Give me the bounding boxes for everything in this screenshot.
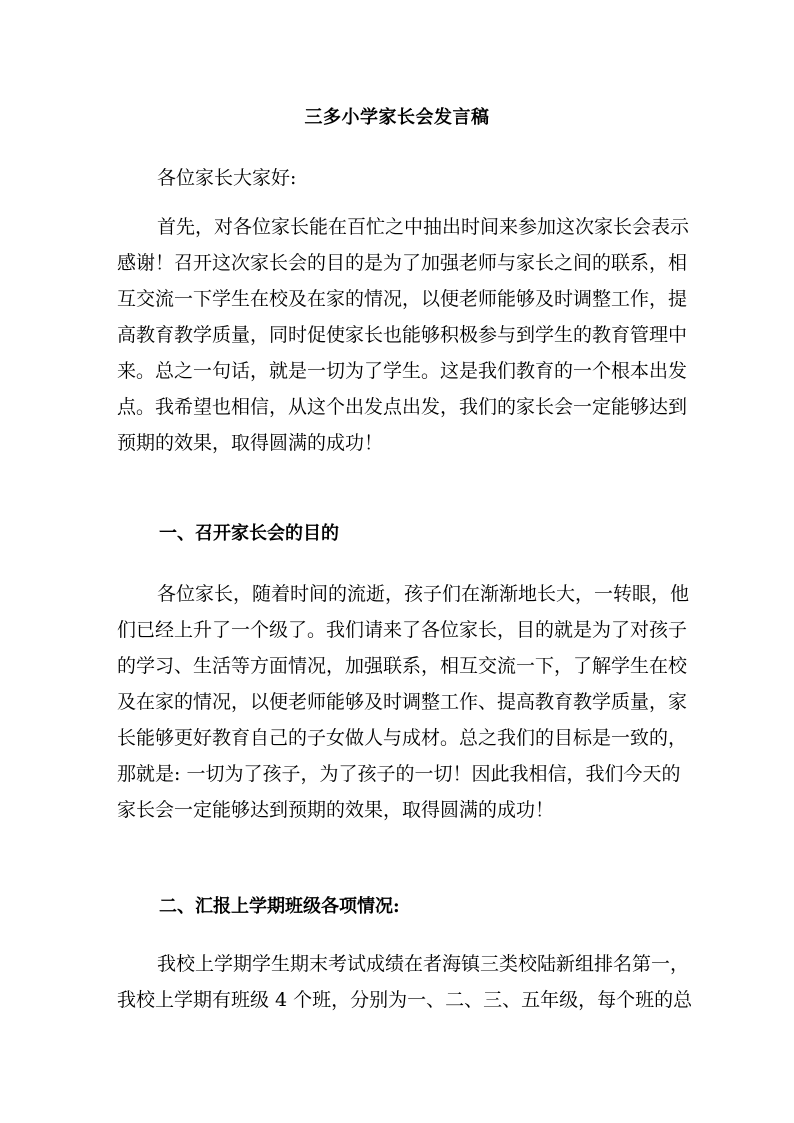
paragraph-line: 互交流一下学生在校及在家的情况，以便老师能够及时调整工作，提 bbox=[117, 288, 688, 310]
section2-paragraph bbox=[117, 946, 693, 1018]
intro-paragraph bbox=[117, 209, 690, 461]
greeting bbox=[117, 160, 677, 196]
paragraph-line: 那就是: 一切为了孩子，为了孩子的一切！因此我相信，我们今天的 bbox=[117, 763, 681, 785]
paragraph-line: 们已经上升了一个级了。我们请来了各位家长，目的就是为了对孩子 bbox=[117, 619, 688, 641]
paragraph-line: 的学习、生活等方面情况，加强联系，相互交流一下，了解学生在校 bbox=[117, 655, 688, 677]
paragraph-line: 家长会一定能够达到预期的效果，取得圆满的成功！ bbox=[117, 799, 555, 821]
section1-paragraph bbox=[117, 576, 690, 828]
section-heading-1: 一、召开家长会的目的 bbox=[159, 523, 339, 544]
greeting-line: 各位家长大家好: bbox=[157, 167, 297, 189]
paragraph-line: 我校上学期学生期末考试成绩在者海镇三类校陆新组排名第一， bbox=[157, 953, 690, 975]
paragraph-line: 感谢！召开这次家长会的目的是为了加强老师与家长之间的联系，相 bbox=[117, 252, 688, 274]
paragraph-line: 首先，对各位家长能在百忙之中抽出时间来参加这次家长会表示 bbox=[157, 216, 690, 238]
section-heading-2: 二、汇报上学期班级各项情况: bbox=[159, 896, 400, 917]
paragraph-line: 我校上学期有班级 4 个班，分别为一、二、三、五年级，每个班的总 bbox=[117, 989, 693, 1011]
paragraph-line: 来。总之一句话，就是一切为了学生。这是我们教育的一个根本出发 bbox=[117, 360, 688, 382]
paragraph-line: 预期的效果，取得圆满的成功！ bbox=[117, 432, 384, 454]
document-title: 三多小学家长会发言稿 bbox=[304, 107, 490, 128]
paragraph-line: 及在家的情况，以便老师能够及时调整工作、提高教育教学质量，家 bbox=[117, 691, 688, 713]
paragraph-line: 各位家长，随着时间的流逝，孩子们在渐渐地长大，一转眼，他 bbox=[157, 583, 690, 605]
paragraph-line: 点。我希望也相信，从这个出发点出发，我们的家长会一定能够达到 bbox=[117, 396, 688, 418]
paragraph-line: 长能够更好教育自己的子女做人与成材。总之我们的目标是一致的， bbox=[117, 727, 688, 749]
paragraph-line: 高教育教学质量，同时促使家长也能够积极参与到学生的教育管理中 bbox=[117, 324, 688, 346]
